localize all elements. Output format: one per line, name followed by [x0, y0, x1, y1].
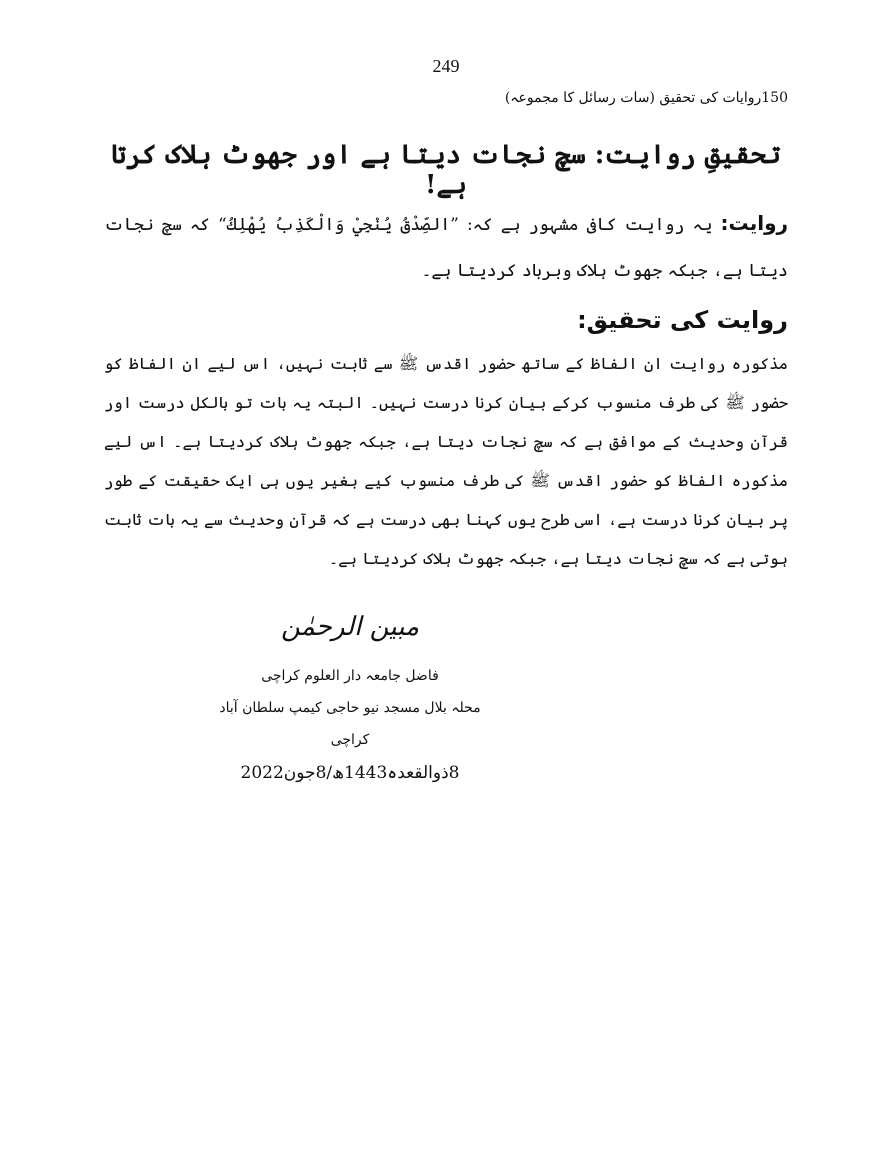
- narration-paragraph: [104, 200, 788, 294]
- section-heading: روایت کی تحقیق:: [577, 306, 788, 334]
- author-address: محلہ بلال مسجد نیو حاجی کیمپ سلطان آباد کراچی: [219, 700, 481, 748]
- narration-text: یہ روایت کافی مشہور ہے کہ: ”الصِّدْقُ يُنْجِيْ وَالْكَذِبُ يُهْلِكُ“ کہ سچ نجات دیتا ہے، جبکہ جھوٹ ہلاک وبرباد کردیتا ہے۔: [104, 215, 788, 281]
- running-header: 150روایات کی تحقیق (سات رسائل کا مجموعہ): [504, 90, 788, 106]
- page-number: 249: [432, 56, 460, 76]
- signature-block: [200, 612, 500, 790]
- section-body: مذکورہ روایت ان الفاظ کے ساتھ حضور اقدس ﷺ سے ثابت نہیں، اس لیے ان الفاظ کو حضور ﷺ کی طرف منسوب کرکے بیان کرنا درست نہیں۔ البتہ یہ بات تو بالکل درست اور قرآن وحدیث کے موافق ہے کہ سچ نجات دیتا ہے، جبکہ جھوٹ ہلاک کردیتا ہے۔ اس لیے مذکورہ الفاظ کو حضور اقدس ﷺ کی طرف منسوب کیے بغیر یوں ہی ایک حقیقت کے طور پر بیان کرنا درست ہے، اسی طرح یوں کہنا بھی درست ہے کہ قرآن وحدیث سے یہ بات ثابت ہوتی ہے کہ سچ نجات دیتا ہے، جبکہ جھوٹ ہلاک کردیتا ہے۔: [104, 354, 788, 568]
- author-signature: مبین الرحمٰن: [280, 612, 420, 642]
- narration-label: روایت:: [720, 211, 789, 235]
- author-affiliation: فاضل جامعہ دار العلوم کراچی: [261, 668, 439, 684]
- article-title: تحقیقِ روایت: سچ نجات دیتا ہے اور جھوٹ ہلاک کرتا ہے!: [111, 140, 781, 200]
- signature-date: 8ذوالقعدہ1443ھ/8جون2022: [240, 763, 460, 783]
